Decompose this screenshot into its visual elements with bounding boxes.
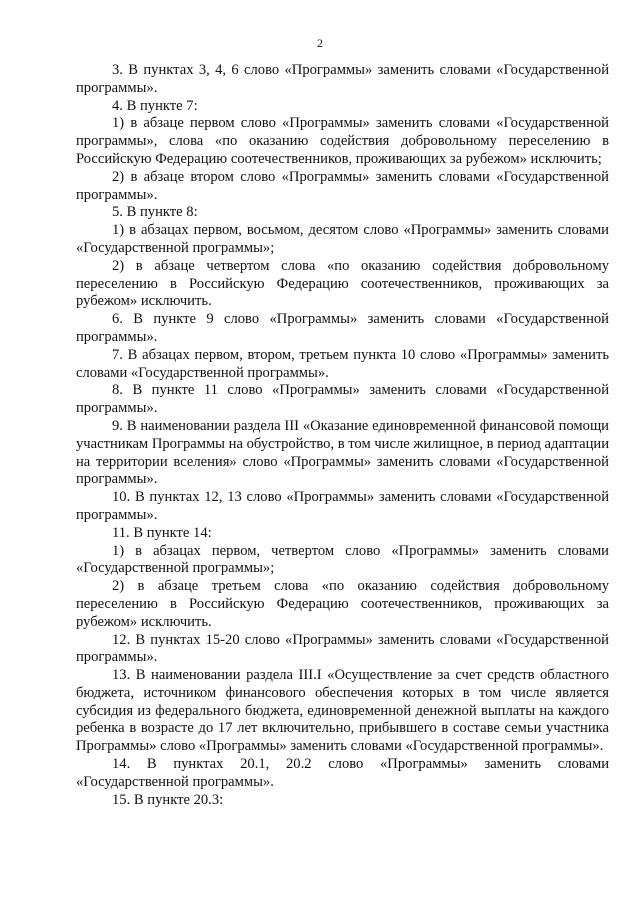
paragraph-10: 10. В пунктах 12, 13 слово «Программы» заменить словами «Государственной программы». xyxy=(76,489,609,523)
paragraph-5-2: 2) в абзаце четвертом слова «по оказанию содействия добровольному переселению в Российскую Федерацию соотечественников, проживающих за рубежом» исключить. xyxy=(76,257,609,310)
document-body xyxy=(76,62,609,809)
page-number: 2 xyxy=(317,36,323,50)
paragraph-11-2: 2) в абзаце третьем слова «по оказанию содействия добровольному переселению в Российскую Федерацию соотечественников, проживающих за рубежом» исключить. xyxy=(76,578,609,630)
paragraph-11: 11. В пункте 14: xyxy=(112,524,212,541)
paragraph-7: 7. В абзацах первом, втором, третьем пункта 10 слово «Программы» заменить словами «Государственной программы». xyxy=(76,346,609,381)
paragraph-4-1: 1) в абзаце первом слово «Программы» заменить словами «Государственной программы», слова «по оказанию содействия добровольному переселению в Российскую Федерацию соотечественников, проживающих за рубежом» исключить; xyxy=(76,115,609,167)
paragraph-5-1: 1) в абзацах первом, восьмом, десятом слово «Программы» заменить словами «Государственной программы»; xyxy=(76,222,609,256)
paragraph-15: 15. В пункте 20.3: xyxy=(112,791,224,808)
paragraph-3: 3. В пунктах 3, 4, 6 слово «Программы» заменить словами «Государственной программы». xyxy=(76,62,609,96)
paragraph-5: 5. В пункте 8: xyxy=(112,204,198,221)
paragraph-14: 14. В пунктах 20.1, 20.2 слово «Программы» заменить словами «Государственной программы». xyxy=(76,756,609,790)
paragraph-12: 12. В пунктах 15-20 слово «Программы» заменить словами «Государственной программы». xyxy=(76,631,609,666)
paragraph-13: 13. В наименовании раздела III.I «Осуществление за счет средств областного бюджета, источником финансового обеспечения которых в том числе является субсидия из федерального бюджета, единовременной денежной выплаты на каждого ребенка в возрасте до 17 лет включительно, прибывшего в составе семьи участника Программы» слово «Программы» заменить словами «Государственной программы». xyxy=(76,667,609,755)
paragraph-6: 6. В пункте 9 слово «Программы» заменить словами «Государственной программы». xyxy=(76,311,609,345)
paragraph-11-1: 1) в абзацах первом, четвертом слово «Программы» заменить словами «Государственной программы»; xyxy=(76,542,609,577)
paragraph-4: 4. В пункте 7: xyxy=(112,97,198,114)
paragraph-9: 9. В наименовании раздела III «Оказание единовременной финансовой помощи участникам Программы на обустройство, в том числе жилищное, в период адаптации на территории вселения» слово «Программы» заменить словами «Государственной программы». xyxy=(76,417,609,488)
paragraph-4-2: 2) в абзаце втором слово «Программы» заменить словами «Государственной программы». xyxy=(76,168,609,203)
paragraph-8: 8. В пункте 11 слово «Программы» заменить словами «Государственной программы». xyxy=(76,382,609,417)
